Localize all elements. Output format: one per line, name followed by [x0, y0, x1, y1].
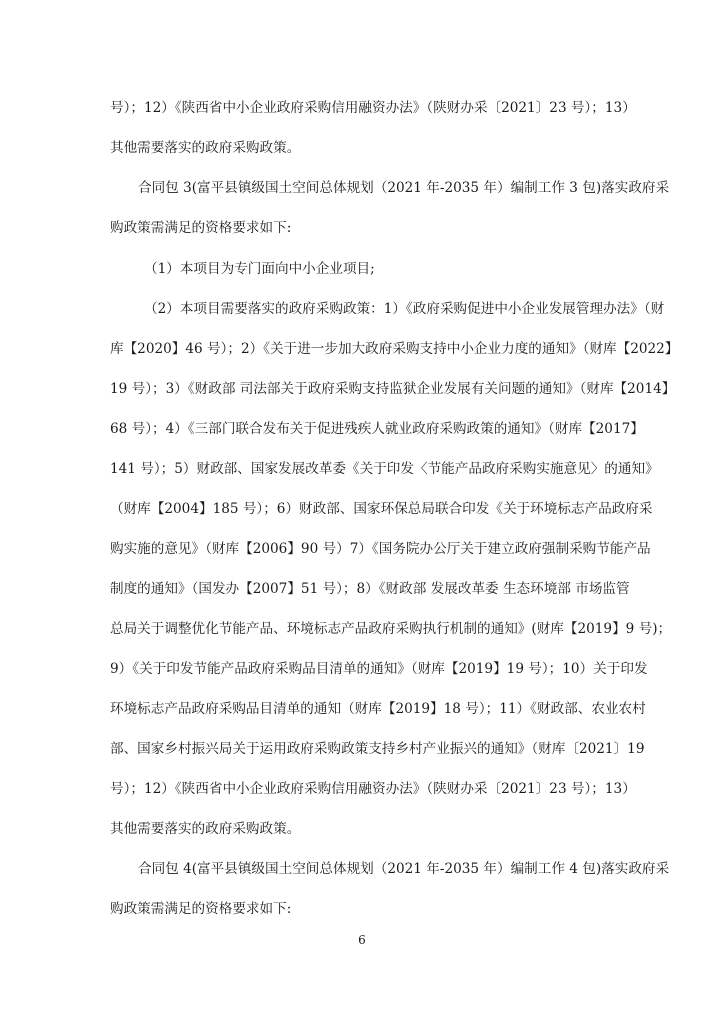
paragraph-line: 68 号）；4）《三部门联合发布关于促进残疾人就业政府采购政策的通知》（财库【2017】 — [110, 421, 644, 437]
paragraph-line: 购实施的意见》（财库【2006】90 号）7）《国务院办公厅关于建立政府强制采购节能产品 — [110, 541, 651, 557]
paragraph-line: 购政策需满足的资格要求如下: — [110, 901, 292, 917]
paragraph-line: 9）《关于印发节能产品政府采购品目清单的通知》（财库【2019】19 号）；10）关于印发 — [110, 661, 648, 677]
page-number: 6 — [358, 933, 366, 947]
paragraph-line: （财库【2004】185 号）；6）财政部、国家环保总局联合印发《关于环境标志产品政府采 — [110, 501, 653, 517]
paragraph-line: 号）；12）《陕西省中小企业政府采购信用融资办法》（陕财办采〔2021〕23 号）；13） — [110, 100, 636, 116]
paragraph-line: 号）；12）《陕西省中小企业政府采购信用融资办法》（陕财办采〔2021〕23 号）；13） — [110, 781, 636, 797]
paragraph-line: 合同包 3(富平县镇级国土空间总体规划（2021 年-2035 年）编制工作 3 包)落实政府采 — [138, 180, 670, 196]
paragraph-line: 部、国家乡村振兴局关于运用政府采购政策支持乡村产业振兴的通知》（财库〔2021〕19 — [110, 741, 645, 757]
paragraph-line: 总局关于调整优化节能产品、环境标志产品政府采购执行机制的通知》(财库【2019】9 号)； — [110, 621, 672, 637]
paragraph-line: 其他需要落实的政府采购政策。 — [110, 821, 301, 837]
paragraph-line: 库【2020】46 号）；2）《关于进一步加大政府采购支持中小企业力度的通知》（财库【2022】 — [110, 341, 679, 357]
paragraph-line: 其他需要落实的政府采购政策。 — [110, 140, 301, 156]
paragraph-line: （2）本项目需要落实的政府采购政策：1）《政府采购促进中小企业发展管理办法》（财 — [144, 301, 665, 317]
paragraph-line: 购政策需满足的资格要求如下: — [110, 220, 292, 236]
paragraph-line: 制度的通知》（国发办【2007】51 号）；8）《财政部 发展改革委 生态环境部 市场监管 — [110, 581, 630, 597]
paragraph-line: 141 号）；5）财政部、国家发展改革委《关于印发〈节能产品政府采购实施意见〉的通知》 — [110, 461, 659, 477]
paragraph-line: 环境标志产品政府采购品目清单的通知（财库【2019】18 号）；11）《财政部、农业农村 — [110, 701, 646, 717]
paragraph-line: 合同包 4(富平县镇级国土空间总体规划（2021 年-2035 年）编制工作 4 包)落实政府采 — [138, 861, 670, 877]
paragraph-line: （1）本项目为专门面向中小企业项目; — [144, 261, 375, 277]
paragraph-line: 19 号）；3）《财政部 司法部关于政府采购支持监狱企业发展有关问题的通知》（财库【2014】 — [110, 381, 676, 397]
